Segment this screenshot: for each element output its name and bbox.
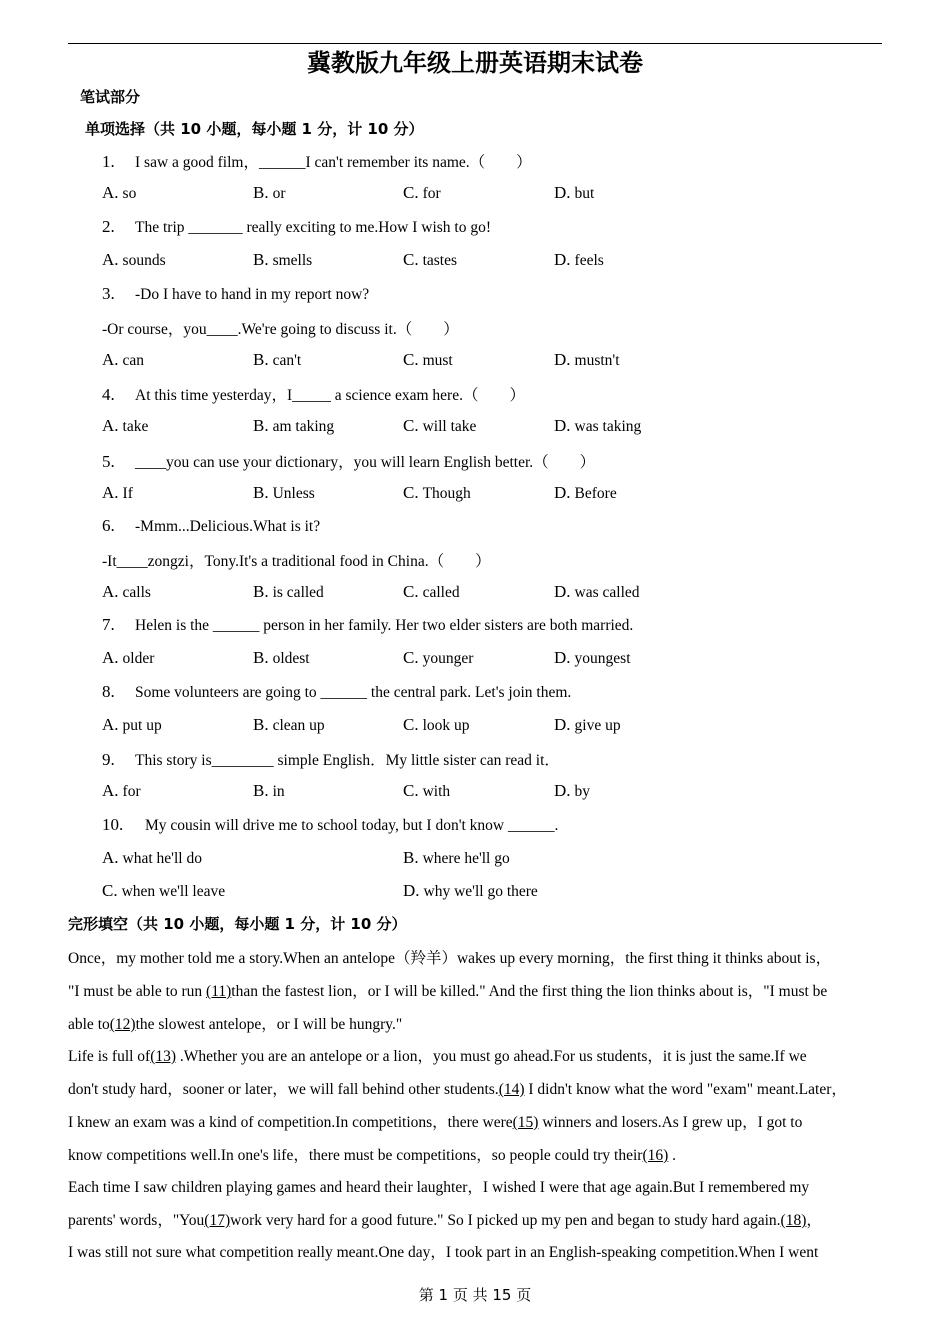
option-letter: A. bbox=[102, 648, 119, 667]
answer-option bbox=[554, 582, 640, 602]
answer-option bbox=[253, 250, 312, 270]
option-letter: C. bbox=[403, 781, 419, 800]
option-letter: A. bbox=[102, 715, 119, 734]
cloze-line: parents' words，"You(17)work very hard for a good future." So I picked up my pen and began to study hard again.(18)， bbox=[68, 1212, 822, 1229]
answer-option bbox=[403, 416, 476, 436]
blank-16: (16) bbox=[642, 1147, 669, 1164]
option-letter: A. bbox=[102, 781, 119, 800]
option-text: Unless bbox=[272, 485, 315, 502]
answer-option bbox=[554, 648, 631, 668]
option-text: am taking bbox=[272, 418, 335, 435]
option-letter: B. bbox=[253, 183, 269, 202]
option-text: where he'll go bbox=[422, 850, 510, 867]
cloze-line: I knew an exam was a kind of competition.In competitions，there were(15) winners and losers.As I grew up，I got to bbox=[68, 1114, 803, 1131]
option-letter: C. bbox=[403, 183, 419, 202]
option-text: oldest bbox=[272, 650, 310, 667]
option-letter: C. bbox=[403, 648, 419, 667]
cloze-line: able to(12)the slowest antelope，or I will be hungry." bbox=[68, 1016, 403, 1033]
question-number: 1. bbox=[102, 152, 115, 171]
option-letter: B. bbox=[253, 648, 269, 667]
cloze-line: Each time I saw children playing games and heard their laughter，I wished I were that age again.But I remembered my bbox=[68, 1179, 810, 1196]
page-footer: 第 1 页 共 15 页 bbox=[418, 1286, 532, 1304]
option-text: put up bbox=[122, 717, 162, 734]
question-text: At this time yesterday，I_____ a science exam here.（ ） bbox=[135, 387, 525, 404]
option-text: with bbox=[422, 783, 451, 800]
option-letter: D. bbox=[554, 183, 571, 202]
blank-14: (14) bbox=[498, 1081, 525, 1098]
option-letter: B. bbox=[253, 483, 269, 502]
option-letter: D. bbox=[554, 781, 571, 800]
option-letter: A. bbox=[102, 582, 119, 601]
question-stem bbox=[102, 748, 560, 770]
answer-option bbox=[102, 416, 148, 436]
answer-option bbox=[554, 250, 604, 270]
answer-option bbox=[403, 781, 450, 801]
option-letter: B. bbox=[253, 715, 269, 734]
answer-option bbox=[554, 781, 590, 801]
option-text: for bbox=[422, 185, 441, 202]
answer-option bbox=[253, 183, 286, 203]
page-title: 冀教版九年级上册英语期末试卷 bbox=[307, 49, 643, 77]
question-text-line2: -It____zongzi，Tony.It's a traditional food in China.（ ） bbox=[102, 553, 491, 570]
question-text: I saw a good film，______I can't remember its name.（ ） bbox=[135, 154, 532, 171]
blank-12: (12) bbox=[109, 1016, 136, 1033]
option-letter: C. bbox=[403, 582, 419, 601]
answer-option bbox=[554, 183, 594, 203]
question-number: 4. bbox=[102, 385, 115, 404]
answer-option bbox=[253, 715, 325, 735]
question-text: The trip _______ really exciting to me.How I wish to go! bbox=[135, 219, 492, 236]
option-text: sounds bbox=[122, 252, 166, 269]
option-text: when we'll leave bbox=[121, 883, 226, 900]
answer-option bbox=[403, 582, 460, 602]
question-stem bbox=[102, 450, 595, 472]
question-number: 8. bbox=[102, 682, 115, 701]
question-stem bbox=[102, 284, 369, 304]
question-text: This story is________ simple English．My little sister can read it． bbox=[135, 752, 560, 769]
option-text: feels bbox=[574, 252, 604, 269]
option-letter: A. bbox=[102, 416, 119, 435]
answer-option bbox=[403, 715, 470, 735]
option-text: can bbox=[122, 352, 145, 369]
question-number: 6. bbox=[102, 516, 115, 535]
question-text: -Do I have to hand in my report now? bbox=[135, 286, 370, 303]
option-text: calls bbox=[122, 584, 151, 601]
answer-option bbox=[102, 848, 202, 868]
top-rule bbox=[68, 43, 882, 44]
option-letter: D. bbox=[554, 350, 571, 369]
option-text: Before bbox=[574, 485, 617, 502]
answer-option bbox=[253, 648, 310, 668]
blank-17: (17) bbox=[204, 1212, 231, 1229]
option-text: clean up bbox=[272, 717, 325, 734]
question-text: My cousin will drive me to school today, but I don't know ______. bbox=[145, 817, 559, 834]
blank-18: (18) bbox=[780, 1212, 807, 1229]
question-text: -Mmm...Delicious.What is it? bbox=[135, 518, 321, 535]
question-text-line2: -Or course，you____.We're going to discuss it.（ ） bbox=[102, 321, 459, 338]
option-letter: B. bbox=[253, 250, 269, 269]
option-letter: C. bbox=[403, 715, 419, 734]
option-text: was taking bbox=[574, 418, 642, 435]
question-number: 9. bbox=[102, 750, 115, 769]
option-text: so bbox=[122, 185, 137, 202]
answer-option bbox=[403, 483, 471, 503]
answer-option bbox=[403, 881, 538, 901]
question-number: 10. bbox=[102, 815, 124, 834]
cloze-line: know competitions well.In one's life，there must be competitions，so people could try their(16) . bbox=[68, 1147, 677, 1164]
option-text: in bbox=[272, 783, 285, 800]
option-letter: D. bbox=[554, 715, 571, 734]
question-stem bbox=[102, 615, 633, 635]
cloze-line: don't study hard，sooner or later，we will fall behind other students.(14) I didn't know what the word "exam" meant.Later， bbox=[68, 1081, 847, 1098]
option-letter: B. bbox=[253, 582, 269, 601]
option-letter: A. bbox=[102, 183, 119, 202]
option-letter: C. bbox=[102, 881, 118, 900]
option-text: was called bbox=[574, 584, 640, 601]
section1-heading: 单项选择（共 10 小题，每小题 1 分，计 10 分） bbox=[85, 120, 424, 138]
option-text: why we'll go there bbox=[423, 883, 538, 900]
answer-option bbox=[253, 781, 285, 801]
question-stem bbox=[102, 682, 571, 702]
option-text: younger bbox=[422, 650, 474, 667]
option-text: for bbox=[122, 783, 141, 800]
option-letter: C. bbox=[403, 250, 419, 269]
answer-option bbox=[102, 648, 154, 668]
option-text: must bbox=[422, 352, 453, 369]
option-letter: A. bbox=[102, 483, 119, 502]
option-letter: A. bbox=[102, 350, 119, 369]
answer-option bbox=[102, 483, 133, 503]
blank-11: (11) bbox=[206, 983, 232, 1000]
option-text: called bbox=[422, 584, 460, 601]
option-text: smells bbox=[272, 252, 313, 269]
question-number: 7. bbox=[102, 615, 115, 634]
option-letter: B. bbox=[403, 848, 419, 867]
question-text: Some volunteers are going to ______ the central park. Let's join them. bbox=[135, 684, 572, 701]
option-letter: C. bbox=[403, 350, 419, 369]
option-letter: D. bbox=[554, 648, 571, 667]
option-letter: C. bbox=[403, 416, 419, 435]
answer-option bbox=[102, 715, 162, 735]
option-text: Though bbox=[422, 485, 471, 502]
answer-option bbox=[102, 881, 225, 901]
option-letter: B. bbox=[253, 781, 269, 800]
answer-option bbox=[403, 183, 441, 203]
question-stem bbox=[102, 150, 532, 172]
answer-option bbox=[102, 350, 144, 370]
option-letter: D. bbox=[554, 582, 571, 601]
option-text: by bbox=[574, 783, 591, 800]
option-letter: D. bbox=[554, 416, 571, 435]
option-letter: B. bbox=[253, 416, 269, 435]
cloze-line: I was still not sure what competition really meant.One day，I took part in an English-speaking competition.When I went bbox=[68, 1244, 819, 1261]
option-letter: D. bbox=[403, 881, 420, 900]
option-text: can't bbox=[272, 352, 302, 369]
option-letter: A. bbox=[102, 848, 119, 867]
question-number: 5. bbox=[102, 452, 115, 471]
answer-option bbox=[554, 715, 621, 735]
answer-option bbox=[253, 483, 315, 503]
option-text: is called bbox=[272, 584, 324, 601]
question-number: 3. bbox=[102, 284, 115, 303]
option-text: but bbox=[574, 185, 595, 202]
option-letter: B. bbox=[253, 350, 269, 369]
option-text: what he'll do bbox=[122, 850, 202, 867]
answer-option bbox=[403, 648, 473, 668]
option-letter: D. bbox=[554, 483, 571, 502]
blank-15: (15) bbox=[512, 1114, 539, 1131]
section-written-label: 笔试部分 bbox=[80, 88, 141, 106]
question-stem bbox=[102, 815, 558, 835]
question-number: 2. bbox=[102, 217, 115, 236]
answer-option bbox=[554, 350, 620, 370]
option-text: tastes bbox=[422, 252, 458, 269]
question-text: Helen is the ______ person in her family. Her two elder sisters are both married. bbox=[135, 617, 634, 634]
answer-option bbox=[253, 582, 324, 602]
answer-option bbox=[102, 582, 151, 602]
question-text: ____you can use your dictionary，you will learn English better.（ ） bbox=[135, 454, 596, 471]
option-text: older bbox=[122, 650, 155, 667]
answer-option bbox=[102, 183, 136, 203]
question-stem bbox=[102, 383, 525, 405]
answer-option bbox=[253, 350, 301, 370]
cloze-line: Life is full of(13) .Whether you are an antelope or a lion，you must go ahead.For us students，it is just the same.If we bbox=[68, 1048, 807, 1065]
option-text: take bbox=[122, 418, 149, 435]
option-letter: D. bbox=[554, 250, 571, 269]
option-text: mustn't bbox=[574, 352, 620, 369]
option-text: give up bbox=[574, 717, 621, 734]
section2-heading: 完形填空（共 10 小题，每小题 1 分，计 10 分） bbox=[68, 915, 407, 933]
answer-option bbox=[554, 416, 641, 436]
answer-option bbox=[403, 350, 453, 370]
answer-option bbox=[554, 483, 617, 503]
answer-option bbox=[403, 848, 510, 868]
answer-option bbox=[403, 250, 457, 270]
answer-option bbox=[102, 250, 166, 270]
answer-option bbox=[253, 416, 334, 436]
option-text: look up bbox=[422, 717, 470, 734]
answer-option bbox=[102, 781, 141, 801]
option-text: or bbox=[272, 185, 286, 202]
cloze-line: "I must be able to run (11)than the fastest lion，or I will be killed." And the first thing the lion thinks about is，"I must be bbox=[68, 983, 828, 1000]
question-stem bbox=[102, 516, 320, 536]
option-text: youngest bbox=[574, 650, 631, 667]
option-letter: A. bbox=[102, 250, 119, 269]
option-letter: C. bbox=[403, 483, 419, 502]
question-stem bbox=[102, 217, 491, 237]
blank-13: (13) bbox=[150, 1048, 177, 1065]
cloze-line: Once，my mother told me a story.When an antelope（羚羊）wakes up every morning，the first thing it thinks about is， bbox=[68, 950, 832, 967]
option-text: will take bbox=[422, 418, 477, 435]
option-text: If bbox=[122, 485, 133, 502]
